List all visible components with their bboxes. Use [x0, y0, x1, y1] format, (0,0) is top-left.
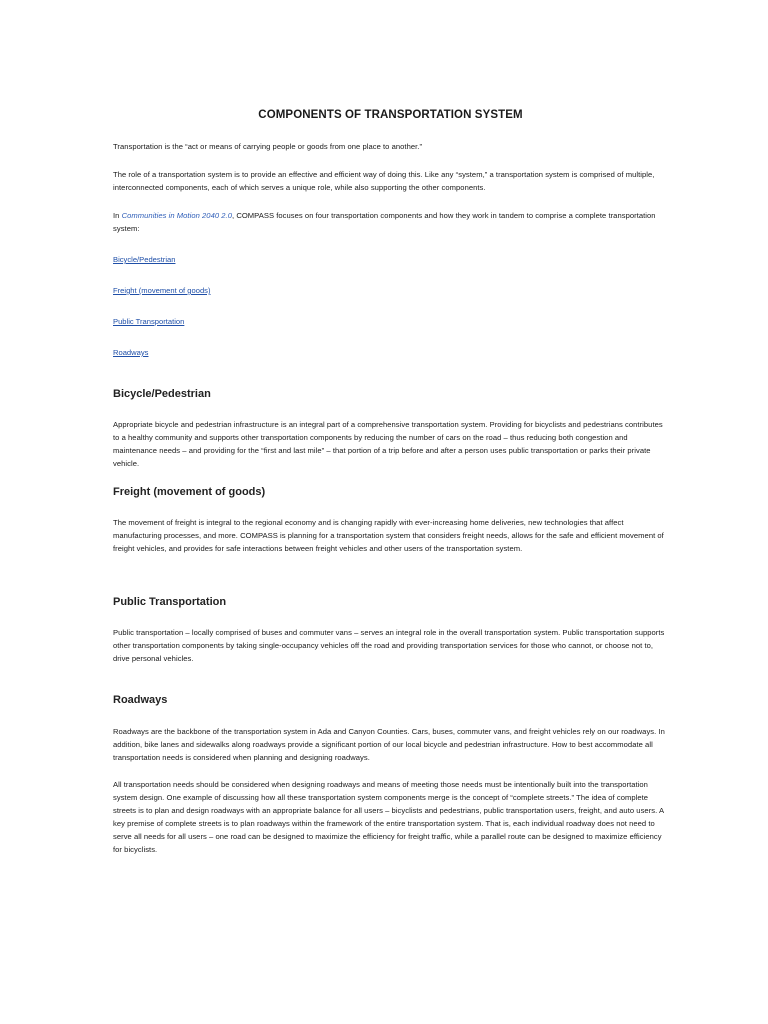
roadways-body-1: Roadways are the backbone of the transportation system in Ada and Canyon Counties. Cars, buses, commuter vans, and freight vehicles rely on our roadways. In addition, bike lanes and sidewalks along roadways provide a significant portion of our local bicycle and pedestrian infrastructure. How to best accommodate all transportation needs is considered when planning and designing roadways.: [113, 727, 665, 762]
intro-definition: Transportation is the “act or means of carrying people or goods from one place to another.”: [113, 142, 423, 151]
roadways-body-2: All transportation needs should be considered when designing roadways and means of meeting those needs must be intentionally built into the transportation system design. One example of discussing how all these transportation system components merge is the concept of “complete streets.” The idea of complete streets is to plan and design roadways with an appropriate balance for all users – bicyclists and pedestrians, public transportation users, freight, and auto users. A key premise of complete streets is to plan roadways within the framework of the entire transportation system. That is, each individual roadway does not need to serve all needs for all users – one road can be designed to maximize the efficiency for freight traffic, while a parallel route can be designed to maximize efficiency for bicyclists.: [113, 780, 664, 854]
nav-link-freight[interactable]: Freight (movement of goods): [113, 286, 211, 295]
bicycle-pedestrian-body: Appropriate bicycle and pedestrian infrastructure is an integral part of a comprehensive transportation system. Providing for bicyclists and pedestrians contributes to a healthy community and supports other transportation components by reducing the number of cars on the road – thus reducing both congestion and maintenance needs – and providing for the “first and last mile” – that portion of a trip before and after a person uses public transportation or parks their private vehicle.: [113, 420, 663, 468]
compass-prefix: In: [113, 211, 122, 220]
public-transportation-body: Public transportation – locally comprised of buses and commuter vans – serves an integral role in the overall transportation system. Public transportation supports other transportation components by taking single-occupancy vehicles off the road and providing transportation services for those who cannot, or choose not to, drive personal vehicles.: [113, 628, 665, 663]
intro-compass: [113, 209, 668, 235]
page-title: COMPONENTS OF TRANSPORTATION SYSTEM: [258, 109, 523, 121]
nav-link-roadways[interactable]: Roadways: [113, 348, 149, 357]
compass-suffix: , COMPASS focuses on four transportation components and how they work in tandem to comprise a complete transportation system:: [113, 211, 656, 233]
communities-in-motion-link[interactable]: Communities in Motion 2040 2.0: [121, 211, 232, 220]
heading-public-transportation: Public Transportation: [113, 596, 227, 608]
nav-link-bicycle-pedestrian[interactable]: Bicycle/Pedestrian: [113, 255, 176, 264]
heading-roadways: Roadways: [113, 694, 168, 706]
heading-freight: Freight (movement of goods): [113, 486, 266, 498]
freight-body: The movement of freight is integral to the regional economy and is changing rapidly with ever-increasing home deliveries, new technologies that affect manufacturing processes, and more. COMPASS is planning for a transportation system that considers freight needs, allows for the safe and efficient movement of freight vehicles, and provides for safe interactions between freight vehicles and other users of the transportation system.: [113, 518, 664, 553]
intro-role: The role of a transportation system is to provide an effective and efficient way of doing this. Like any “system,” a transportation system is comprised of multiple, interconnected components, each of which serves a unique role, while also supporting the other components.: [113, 170, 655, 192]
heading-bicycle-pedestrian: Bicycle/Pedestrian: [113, 388, 211, 400]
nav-link-public-transportation[interactable]: Public Transportation: [113, 317, 185, 326]
